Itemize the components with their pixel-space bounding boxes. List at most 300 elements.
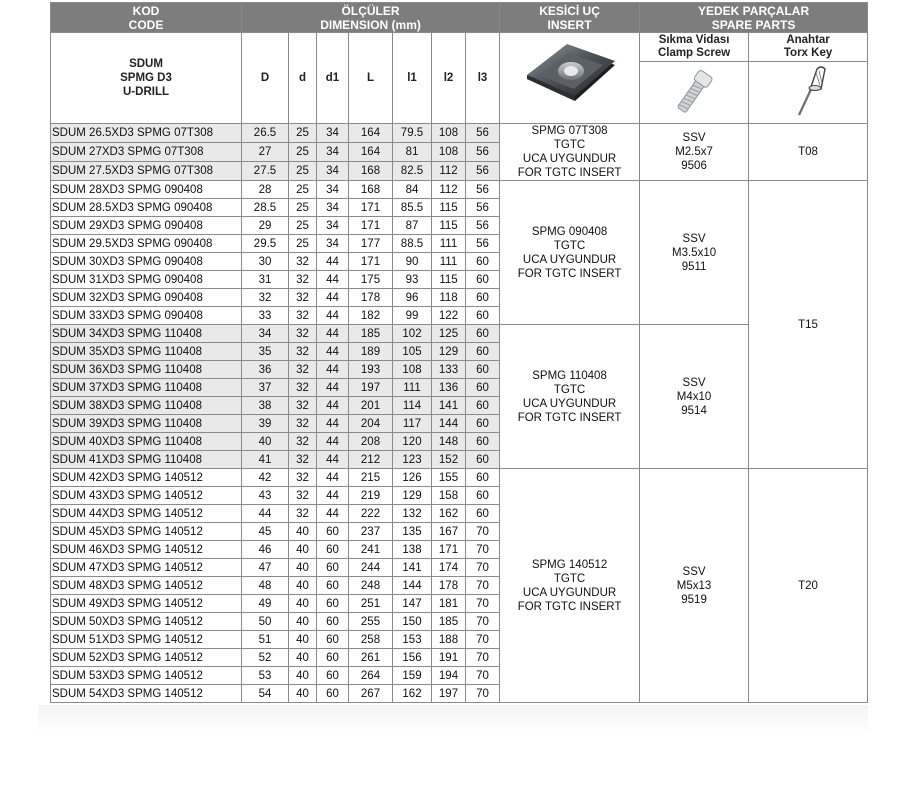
dimension-cell: 168 — [349, 181, 393, 199]
dimension-cell: 44 — [317, 487, 349, 505]
dimension-cell: 267 — [349, 685, 393, 703]
dimension-cell: 125 — [432, 325, 466, 343]
dimension-cell: 60 — [466, 289, 500, 307]
product-code: SDUM 52XD3 SPMG 140512 — [51, 649, 242, 667]
dimension-cell: 102 — [393, 325, 432, 343]
dimension-cell: 197 — [349, 379, 393, 397]
dimension-cell: 197 — [432, 685, 466, 703]
dimension-cell: 88.5 — [393, 235, 432, 253]
product-code: SDUM 36XD3 SPMG 110408 — [51, 361, 242, 379]
insert-line: TGTC — [553, 139, 586, 151]
dimension-cell: 60 — [466, 379, 500, 397]
dimension-cell: 79.5 — [393, 124, 432, 143]
clamp-screw-header — [640, 33, 749, 62]
dimension-cell: 201 — [349, 397, 393, 415]
dimension-cell: 44 — [317, 325, 349, 343]
clamp-screw-tr: Sıkma Vidası — [658, 33, 730, 46]
dimension-cell: 182 — [349, 307, 393, 325]
dimension-cell: 32 — [289, 271, 317, 289]
screw-line: 9514 — [681, 404, 707, 417]
dimension-cell: 32 — [289, 451, 317, 469]
header-insert — [500, 3, 640, 33]
dimension-cell: 51 — [242, 631, 289, 649]
product-code: SDUM 28.5XD3 SPMG 090408 — [51, 199, 242, 217]
screw-line: SSV — [682, 232, 706, 245]
dimension-cell: 171 — [349, 199, 393, 217]
dimension-cell: 30 — [242, 253, 289, 271]
screw-line: SSV — [682, 132, 706, 144]
dimension-cell: 49 — [242, 595, 289, 613]
dimension-cell: 70 — [466, 685, 500, 703]
dimension-cell: 87 — [393, 217, 432, 235]
dimension-cell: 96 — [393, 289, 432, 307]
screw-icon — [664, 64, 724, 120]
dimension-cell: 32 — [289, 307, 317, 325]
dimension-cell: 28.5 — [242, 199, 289, 217]
dimension-cell: 38 — [242, 397, 289, 415]
dimension-cell: 123 — [393, 451, 432, 469]
screw-line: SSV — [682, 376, 706, 389]
dimension-cell: 60 — [317, 649, 349, 667]
dimension-cell: 158 — [432, 487, 466, 505]
product-code: SDUM 47XD3 SPMG 140512 — [51, 559, 242, 577]
dimension-cell: 56 — [466, 235, 500, 253]
header-dimensions — [242, 3, 500, 33]
clamp-screw-en: Clamp Screw — [657, 46, 731, 59]
torx-key-tr: Anahtar — [786, 33, 830, 46]
screw-spec — [640, 181, 749, 325]
dimension-cell: 208 — [349, 433, 393, 451]
dimension-cell: 81 — [393, 143, 432, 162]
dimension-cell: 112 — [432, 162, 466, 181]
product-code: SDUM 29XD3 SPMG 090408 — [51, 217, 242, 235]
table-row — [51, 181, 868, 199]
insert-line: TGTC — [553, 572, 586, 585]
dimension-cell: 60 — [317, 667, 349, 685]
dimension-cell: 191 — [432, 649, 466, 667]
dimension-cell: 171 — [432, 541, 466, 559]
screw-line: 9506 — [681, 160, 707, 172]
dimension-cell: 114 — [393, 397, 432, 415]
product-code: SDUM 53XD3 SPMG 140512 — [51, 667, 242, 685]
dimension-cell: 111 — [432, 235, 466, 253]
dimension-cell: 50 — [242, 613, 289, 631]
dimension-cell: 168 — [349, 162, 393, 181]
dimension-cell: 32 — [289, 289, 317, 307]
dimension-cell: 261 — [349, 649, 393, 667]
dimension-cell: 53 — [242, 667, 289, 685]
dimension-cell: 132 — [393, 505, 432, 523]
insert-spec — [500, 124, 640, 181]
dimension-cell: 32 — [289, 379, 317, 397]
dimension-cell: 152 — [432, 451, 466, 469]
dimension-cell: 144 — [393, 577, 432, 595]
dimension-cell: 126 — [393, 469, 432, 487]
insert-line: FOR TGTC INSERT — [517, 411, 622, 424]
col-D: D — [242, 33, 289, 124]
dimension-cell: 44 — [317, 433, 349, 451]
dimension-cell: 111 — [432, 253, 466, 271]
product-code: SDUM 27XD3 SPMG 07T308 — [51, 143, 242, 162]
dimension-cell: 25 — [289, 162, 317, 181]
dimension-cell: 148 — [432, 433, 466, 451]
dimension-cell: 144 — [432, 415, 466, 433]
dimension-cell: 60 — [466, 307, 500, 325]
dimension-cell: 84 — [393, 181, 432, 199]
product-code: SDUM 46XD3 SPMG 140512 — [51, 541, 242, 559]
dimension-cell: 60 — [317, 541, 349, 559]
dimension-cell: 37 — [242, 379, 289, 397]
dimension-cell: 85.5 — [393, 199, 432, 217]
torx-key-line: T15 — [798, 318, 818, 331]
dimension-cell: 32 — [289, 469, 317, 487]
dimension-cell: 120 — [393, 433, 432, 451]
dimension-cell: 129 — [432, 343, 466, 361]
dimension-cell: 25 — [289, 235, 317, 253]
dimension-cell: 60 — [466, 325, 500, 343]
table-row — [51, 124, 868, 143]
dimension-cell: 34 — [317, 181, 349, 199]
dimension-cell: 29.5 — [242, 235, 289, 253]
col-l2: l2 — [432, 33, 466, 124]
dimension-cell: 54 — [242, 685, 289, 703]
insert-line: SPMG 110408 — [532, 369, 607, 382]
dimension-cell: 32 — [289, 415, 317, 433]
dimension-cell: 32 — [289, 487, 317, 505]
dimension-cell: 40 — [289, 577, 317, 595]
product-code: SDUM 30XD3 SPMG 090408 — [51, 253, 242, 271]
header-code-en: CODE — [128, 17, 164, 32]
insert-spec — [500, 181, 640, 325]
dimension-cell: 177 — [349, 235, 393, 253]
product-code: SDUM 38XD3 SPMG 110408 — [51, 397, 242, 415]
dimension-cell: 212 — [349, 451, 393, 469]
dimension-cell: 56 — [466, 124, 500, 143]
dimension-cell: 40 — [289, 631, 317, 649]
product-code: SDUM 43XD3 SPMG 140512 — [51, 487, 242, 505]
dimension-cell: 60 — [466, 415, 500, 433]
header-insert-en: INSERT — [547, 17, 592, 32]
screw-line: M3.5x10 — [672, 246, 717, 259]
dimension-cell: 56 — [466, 143, 500, 162]
dimension-cell: 39 — [242, 415, 289, 433]
dimension-cell: 56 — [466, 217, 500, 235]
dimension-cell: 40 — [289, 685, 317, 703]
dimension-cell: 60 — [466, 361, 500, 379]
dimension-cell: 44 — [317, 397, 349, 415]
dimension-cell: 115 — [432, 271, 466, 289]
dimension-cell: 171 — [349, 217, 393, 235]
dimension-cell: 185 — [349, 325, 393, 343]
dimension-cell: 25 — [289, 143, 317, 162]
dimension-cell: 60 — [466, 343, 500, 361]
dimension-cell: 44 — [317, 307, 349, 325]
dimension-cell: 237 — [349, 523, 393, 541]
screw-spec — [640, 469, 749, 703]
dimension-cell: 34 — [317, 235, 349, 253]
dimension-cell: 34 — [317, 143, 349, 162]
product-code: SDUM 33XD3 SPMG 090408 — [51, 307, 242, 325]
dimension-cell: 25 — [289, 124, 317, 143]
product-table — [50, 2, 868, 703]
dimension-cell: 44 — [317, 415, 349, 433]
product-code: SDUM 28XD3 SPMG 090408 — [51, 181, 242, 199]
dimension-cell: 60 — [466, 451, 500, 469]
screw-line: M2.5x7 — [675, 146, 713, 158]
product-code: SDUM 41XD3 SPMG 110408 — [51, 451, 242, 469]
dimension-cell: 56 — [466, 181, 500, 199]
table-row — [51, 325, 868, 343]
dimension-cell: 40 — [289, 595, 317, 613]
dimension-cell: 60 — [317, 613, 349, 631]
dimension-cell: 70 — [466, 523, 500, 541]
dimension-cell: 155 — [432, 469, 466, 487]
product-description — [51, 33, 242, 124]
screw-spec — [640, 325, 749, 469]
torx-key-spec — [749, 181, 868, 469]
insert-line: UCA UYGUNDUR — [522, 153, 617, 165]
header-spare-parts — [640, 3, 868, 33]
dimension-cell: 129 — [393, 487, 432, 505]
dimension-cell: 44 — [317, 343, 349, 361]
dimension-cell: 33 — [242, 307, 289, 325]
dimension-cell: 40 — [289, 523, 317, 541]
dimension-cell: 48 — [242, 577, 289, 595]
dimension-cell: 60 — [466, 253, 500, 271]
dimension-cell: 178 — [349, 289, 393, 307]
dimension-cell: 40 — [242, 433, 289, 451]
dimension-cell: 44 — [317, 469, 349, 487]
dimension-cell: 70 — [466, 649, 500, 667]
product-code: SDUM 27.5XD3 SPMG 07T308 — [51, 162, 242, 181]
product-rows — [51, 124, 868, 703]
product-code: SDUM 29.5XD3 SPMG 090408 — [51, 235, 242, 253]
dimension-cell: 122 — [432, 307, 466, 325]
torx-key-header — [749, 33, 868, 62]
product-code: SDUM 37XD3 SPMG 110408 — [51, 379, 242, 397]
dimension-cell: 138 — [393, 541, 432, 559]
screw-line: M5x13 — [676, 579, 712, 592]
header-spare-en: SPARE PARTS — [711, 17, 796, 32]
dimension-cell: 34 — [317, 124, 349, 143]
dimension-cell: 34 — [242, 325, 289, 343]
header-code — [51, 3, 242, 33]
dimension-cell: 181 — [432, 595, 466, 613]
dimension-cell: 44 — [317, 451, 349, 469]
dimension-cell: 32 — [289, 253, 317, 271]
insert-image — [500, 33, 640, 124]
insert-spec — [500, 325, 640, 469]
torx-key-line: T08 — [798, 146, 818, 158]
insert-line: FOR TGTC INSERT — [517, 267, 622, 280]
insert-line: TGTC — [553, 239, 586, 252]
dimension-cell: 56 — [466, 199, 500, 217]
dimension-cell: 44 — [317, 271, 349, 289]
insert-line: TGTC — [553, 383, 586, 396]
dimension-cell: 32 — [289, 343, 317, 361]
product-code: SDUM 48XD3 SPMG 140512 — [51, 577, 242, 595]
dimension-cell: 175 — [349, 271, 393, 289]
dimension-cell: 32 — [289, 397, 317, 415]
dimension-cell: 60 — [317, 685, 349, 703]
insert-line: UCA UYGUNDUR — [522, 253, 617, 266]
dimension-cell: 153 — [393, 631, 432, 649]
dimension-cell: 215 — [349, 469, 393, 487]
dimension-cell: 156 — [393, 649, 432, 667]
insert-line: SPMG 140512 — [531, 558, 608, 571]
dimension-cell: 164 — [349, 143, 393, 162]
product-code: SDUM 50XD3 SPMG 140512 — [51, 613, 242, 631]
product-code: SDUM 51XD3 SPMG 140512 — [51, 631, 242, 649]
dimension-cell: 147 — [393, 595, 432, 613]
dimension-cell: 185 — [432, 613, 466, 631]
dimension-cell: 40 — [289, 613, 317, 631]
insert-line: FOR TGTC INSERT — [517, 167, 622, 179]
dimension-cell: 251 — [349, 595, 393, 613]
dimension-cell: 164 — [349, 124, 393, 143]
dimension-cell: 70 — [466, 541, 500, 559]
dimension-cell: 35 — [242, 343, 289, 361]
dimension-cell: 135 — [393, 523, 432, 541]
header-spare-tr: YEDEK PARÇALAR — [698, 3, 810, 18]
product-code: SDUM 39XD3 SPMG 110408 — [51, 415, 242, 433]
torx-key-icon — [783, 63, 833, 121]
dimension-cell: 194 — [432, 667, 466, 685]
product-code: SDUM 49XD3 SPMG 140512 — [51, 595, 242, 613]
dimension-cell: 70 — [466, 577, 500, 595]
dimension-cell: 32 — [289, 325, 317, 343]
dimension-cell: 27.5 — [242, 162, 289, 181]
dimension-cell: 111 — [393, 379, 432, 397]
dimension-cell: 44 — [317, 379, 349, 397]
dimension-cell: 115 — [432, 199, 466, 217]
product-line-3: U-DRILL — [123, 86, 169, 98]
dimension-cell: 108 — [432, 124, 466, 143]
header-insert-tr: KESİCİ UÇ — [539, 3, 600, 18]
table-row — [51, 469, 868, 487]
dimension-cell: 70 — [466, 667, 500, 685]
dimension-cell: 52 — [242, 649, 289, 667]
dimension-cell: 60 — [466, 505, 500, 523]
dimension-cell: 244 — [349, 559, 393, 577]
dimension-cell: 174 — [432, 559, 466, 577]
dimension-cell: 141 — [393, 559, 432, 577]
product-code: SDUM 45XD3 SPMG 140512 — [51, 523, 242, 541]
dimension-cell: 115 — [432, 217, 466, 235]
dimension-cell: 150 — [393, 613, 432, 631]
product-code: SDUM 35XD3 SPMG 110408 — [51, 343, 242, 361]
dimension-cell: 32 — [242, 289, 289, 307]
dimension-cell: 105 — [393, 343, 432, 361]
dimension-cell: 44 — [317, 253, 349, 271]
dimension-cell: 204 — [349, 415, 393, 433]
dimension-cell: 32 — [289, 361, 317, 379]
dimension-cell: 255 — [349, 613, 393, 631]
dimension-cell: 46 — [242, 541, 289, 559]
product-code: SDUM 42XD3 SPMG 140512 — [51, 469, 242, 487]
dimension-cell: 189 — [349, 343, 393, 361]
dimension-cell: 47 — [242, 559, 289, 577]
dimension-cell: 40 — [289, 649, 317, 667]
col-l3: l3 — [466, 33, 500, 124]
col-d: d — [289, 33, 317, 124]
dimension-cell: 60 — [317, 523, 349, 541]
dimension-cell: 60 — [466, 469, 500, 487]
torx-key-image — [749, 61, 868, 123]
dimension-cell: 43 — [242, 487, 289, 505]
dimension-cell: 60 — [466, 271, 500, 289]
dimension-cell: 222 — [349, 505, 393, 523]
dimension-cell: 60 — [317, 631, 349, 649]
dimension-cell: 27 — [242, 143, 289, 162]
dimension-cell: 70 — [466, 613, 500, 631]
dimension-cell: 159 — [393, 667, 432, 685]
clamp-screw-image — [640, 61, 749, 123]
screw-spec — [640, 124, 749, 181]
dimension-cell: 136 — [432, 379, 466, 397]
dimension-cell: 112 — [432, 181, 466, 199]
insert-line: UCA UYGUNDUR — [522, 397, 617, 410]
dimension-cell: 34 — [317, 217, 349, 235]
torx-key-spec — [749, 124, 868, 181]
dimension-cell: 70 — [466, 631, 500, 649]
dimension-cell: 108 — [432, 143, 466, 162]
dimension-cell: 60 — [466, 487, 500, 505]
dimension-cell: 56 — [466, 162, 500, 181]
dimension-cell: 25 — [289, 199, 317, 217]
dimension-cell: 44 — [317, 505, 349, 523]
dimension-cell: 133 — [432, 361, 466, 379]
product-code: SDUM 26.5XD3 SPMG 07T308 — [51, 124, 242, 143]
dimension-cell: 99 — [393, 307, 432, 325]
dimension-cell: 241 — [349, 541, 393, 559]
dimension-cell: 34 — [317, 162, 349, 181]
dimension-cell: 31 — [242, 271, 289, 289]
dimension-cell: 26.5 — [242, 124, 289, 143]
product-code: SDUM 34XD3 SPMG 110408 — [51, 325, 242, 343]
header-dims-tr: ÖLÇÜLER — [341, 3, 400, 18]
dimension-cell: 70 — [466, 559, 500, 577]
insert-spec — [500, 469, 640, 703]
dimension-cell: 40 — [289, 541, 317, 559]
dimension-cell: 25 — [289, 181, 317, 199]
dimension-cell: 264 — [349, 667, 393, 685]
product-line-1: SDUM — [129, 58, 163, 70]
insert-line: UCA UYGUNDUR — [522, 586, 617, 599]
dimension-cell: 108 — [393, 361, 432, 379]
product-code: SDUM 40XD3 SPMG 110408 — [51, 433, 242, 451]
dimension-cell: 40 — [289, 667, 317, 685]
col-L: L — [349, 33, 393, 124]
dimension-cell: 60 — [466, 433, 500, 451]
dimension-cell: 162 — [393, 685, 432, 703]
dimension-cell: 60 — [466, 397, 500, 415]
dimension-cell: 28 — [242, 181, 289, 199]
dimension-cell: 188 — [432, 631, 466, 649]
product-line-2: SPMG D3 — [120, 72, 172, 84]
product-code: SDUM 32XD3 SPMG 090408 — [51, 289, 242, 307]
torx-key-en: Torx Key — [783, 46, 833, 59]
dimension-cell: 248 — [349, 577, 393, 595]
product-table-wrapper — [50, 2, 867, 703]
product-code: SDUM 54XD3 SPMG 140512 — [51, 685, 242, 703]
dimension-cell: 34 — [317, 199, 349, 217]
dimension-cell: 42 — [242, 469, 289, 487]
dimension-cell: 40 — [289, 559, 317, 577]
dimension-cell: 60 — [317, 577, 349, 595]
dimension-cell: 44 — [242, 505, 289, 523]
dimension-cell: 36 — [242, 361, 289, 379]
